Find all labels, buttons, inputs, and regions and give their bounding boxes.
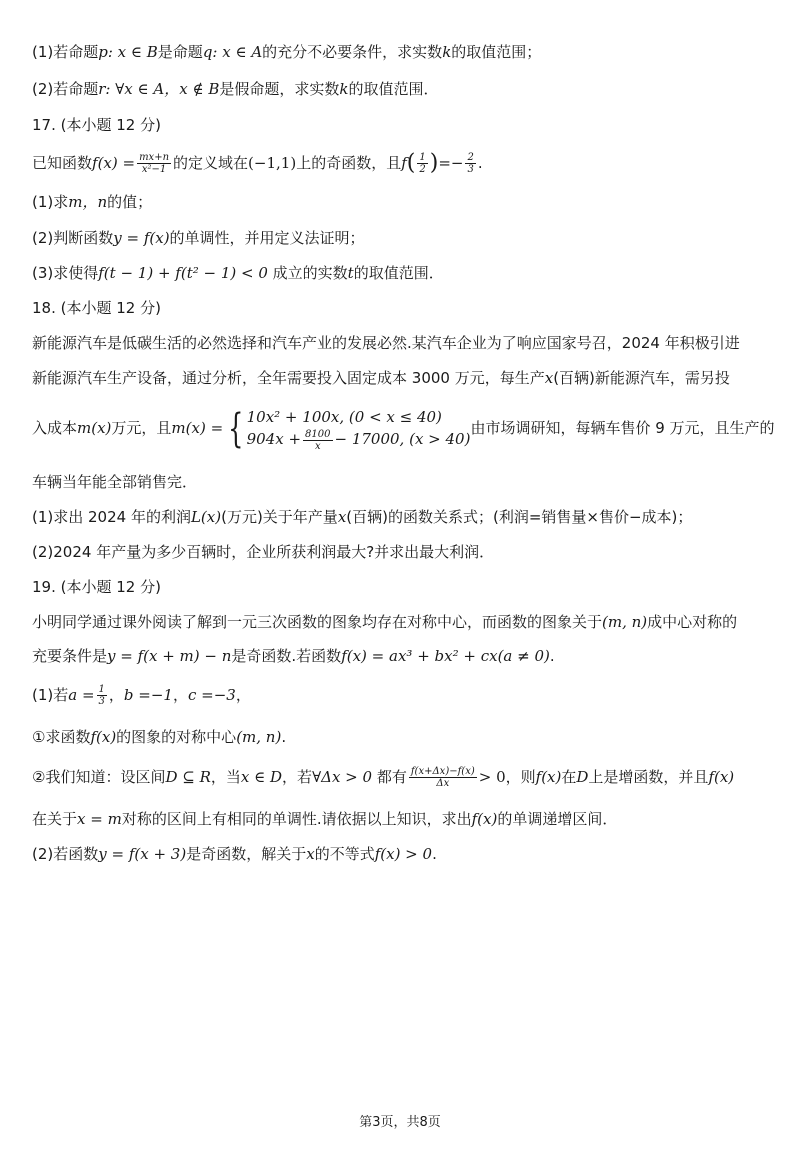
text: 的不等式 [314, 845, 375, 863]
math-mn: (m, n) [602, 613, 648, 631]
text: 已知函数 [32, 154, 93, 172]
q18-header: 18. (本小题 12 分) [32, 299, 161, 317]
text: (2)若命题 [32, 80, 99, 98]
text: 上的奇函数，且 [296, 154, 402, 172]
text: (百辆)的函数关系式；(利润=销售量×售价−成本)； [346, 508, 693, 526]
text: 在 [561, 768, 577, 786]
q19-text-2 [32, 646, 764, 666]
math-x: x ∈ D [240, 768, 283, 786]
q18-text-4: 车辆当年能全部销售完． [32, 473, 198, 491]
text: 小明同学通过课外阅读了解到一元三次函数的图象均存在对称中心，而函数的图象关于 [32, 613, 603, 631]
q18-text-3 [32, 400, 775, 457]
case-1: 10x² + 100x, (0 < x ≤ 40) [246, 408, 442, 427]
q16-part2 [32, 79, 764, 99]
math-ineq: f(x) > 0 [374, 845, 433, 863]
text: ，当 [210, 768, 241, 786]
q17-part1 [32, 192, 764, 212]
text: ，若 [282, 768, 313, 786]
math-k: k [442, 43, 452, 61]
math-a: a = [68, 686, 95, 704]
text: 的充分不必要条件，求实数 [262, 43, 443, 61]
math-xm: x = m [77, 810, 122, 828]
text: 的取值范围； [451, 43, 542, 61]
math-f: f [401, 154, 407, 172]
math-q: q: x ∈ A [202, 43, 263, 61]
text: 充要条件是 [32, 647, 108, 665]
numerator: mx+n [139, 152, 170, 163]
math-D: D ⊆ R [165, 768, 211, 786]
text: . [281, 728, 287, 746]
text: (2)判断函数 [32, 229, 114, 247]
text: (1)求 [32, 193, 69, 211]
math-mx: m(x) [77, 419, 112, 437]
denominator: x²−1 [141, 164, 167, 175]
q19-header: 19. (本小题 12 分) [32, 578, 161, 596]
text: 的单调递增区间． [497, 810, 618, 828]
text: 是命题 [157, 43, 203, 61]
math-x: x [337, 508, 347, 526]
text: − 17000, (x > 40) [334, 430, 471, 449]
math-fx: f(x) [708, 768, 735, 786]
q18-part1 [32, 507, 764, 527]
text: 是奇函数.若函数 [231, 647, 342, 665]
q17-intro [32, 150, 764, 177]
numerator: 2 [467, 152, 474, 163]
q18-text-1: 新能源汽车是低碳生活的必然选择和汽车产业的发展必然.某汽车企业为了响应国家号召，2024 年积极引进 [32, 334, 740, 352]
cases [247, 406, 471, 452]
text: 成中心对称的 [647, 613, 738, 631]
text: ， [108, 686, 124, 704]
text: 对称的区间上有相同的单调性.请依据以上知识，求出 [121, 810, 472, 828]
text: ， [235, 686, 251, 704]
page-footer: 第3页，共8页 [359, 1115, 441, 1130]
math-Lx: L(x) [190, 508, 222, 526]
q18-part2: (2)2024 年产量为多少百辆时，企业所获利润最大?并求出最大利润． [32, 543, 495, 561]
text: (1)若命题 [32, 43, 99, 61]
math-fx: f(x) [471, 810, 498, 828]
numerator: 1 [419, 152, 426, 163]
text: 上是增函数，并且 [588, 768, 709, 786]
text: 新能源汽车生产设备，通过分析，全年需要投入固定成本 3000 万元，每生产 [32, 369, 545, 387]
text: 成立的实数 [267, 264, 348, 282]
math-mn: m，n [68, 193, 108, 211]
denominator: x [314, 440, 321, 452]
q19-sub2-cont [32, 809, 764, 829]
math-y: y = f(x + m) − n [107, 647, 232, 665]
text: 是假命题，求实数 [219, 80, 340, 98]
text: 是奇函数，解关于 [186, 845, 307, 863]
numerator: 8100 [305, 428, 331, 440]
text: 的取值范围． [353, 264, 444, 282]
q19-sub2 [32, 764, 764, 790]
text: . [549, 647, 555, 665]
math-mn: (m, n) [236, 728, 282, 746]
text: (百辆)新能源汽车，需另投 [553, 369, 730, 387]
text: 904x + [246, 430, 302, 449]
paren-open: ( [406, 150, 416, 176]
text: 万元，且 [111, 419, 172, 437]
fraction-8100-x [303, 429, 332, 452]
text: ①求函数 [32, 728, 91, 746]
q17-part2 [32, 228, 764, 248]
text: 的图象的对称中心 [116, 728, 237, 746]
text: 都有 [372, 768, 407, 786]
text: 由市场调研知，每辆车售价 9 万元，且生产的 [470, 419, 775, 437]
math-p: p: x ∈ B [98, 43, 158, 61]
math-y: y = f(x + 3) [98, 845, 187, 863]
math-mx-def: m(x) = [171, 419, 224, 437]
math-y: y = f(x) [113, 229, 170, 247]
text: ，则 [505, 768, 536, 786]
text: ， [172, 686, 188, 704]
fraction-half [417, 152, 427, 175]
fraction-two-thirds [465, 152, 475, 175]
text: ②我们知道：设区间 [32, 768, 166, 786]
q19-part2 [32, 844, 764, 864]
math-fx: f(x) [90, 728, 117, 746]
text: . [432, 845, 437, 863]
numerator: 1 [98, 684, 105, 695]
q18-text-2 [32, 368, 764, 388]
case-2 [247, 428, 471, 452]
text: 入成本 [32, 419, 78, 437]
text: (1)求出 2024 年的利润 [32, 508, 191, 526]
math-gt: > 0 [478, 768, 506, 786]
math-dx: ∀Δx > 0 [312, 768, 373, 786]
brace: { [228, 406, 244, 452]
text: 的取值范围． [348, 80, 439, 98]
q19-text-1 [32, 612, 764, 632]
text: 的定义域在 [173, 154, 249, 172]
q19-part1 [32, 682, 764, 708]
math-x: x [306, 845, 315, 863]
math-k: k [339, 80, 349, 98]
q17-part3 [32, 263, 764, 283]
math-b: b =−1 [123, 686, 173, 704]
math-c: c =−3 [188, 686, 236, 704]
text: . [477, 154, 483, 172]
q19-sub1 [32, 727, 764, 747]
fraction-mx-n [137, 152, 171, 175]
text: (1)若 [32, 686, 69, 704]
denominator: 3 [98, 696, 105, 707]
text: (万元)关于年产量 [221, 508, 338, 526]
paren-close: ) [429, 150, 439, 176]
math-domain: (−1,1) [248, 154, 297, 172]
q17-header: 17. (本小题 12 分) [32, 116, 161, 134]
piecewise-function [223, 401, 470, 457]
text: (3)求使得 [32, 264, 99, 282]
numerator: f(x+Δx)−f(x) [410, 766, 475, 777]
fraction-difference-quotient [409, 766, 477, 789]
denominator: 2 [419, 164, 426, 175]
denominator: Δx [436, 778, 450, 789]
q16-part1 [32, 42, 764, 62]
text: 的值； [107, 193, 153, 211]
math-r: r: ∀x ∈ A，x ∉ B [98, 80, 220, 98]
denominator: 3 [467, 164, 474, 175]
math-fx-cubic: f(x) = ax³ + bx² + cx(a ≠ 0) [341, 647, 550, 665]
text: 在关于 [32, 810, 78, 828]
fraction-one-third [97, 684, 107, 707]
text: 的单调性，并用定义法证明； [169, 229, 365, 247]
math-t: t [347, 264, 354, 282]
math-fx: f(x) = [92, 154, 136, 172]
math-ineq: f(t − 1) + f(t² − 1) < 0 [98, 264, 268, 282]
math-D: D [576, 768, 589, 786]
math-eq: =− [438, 154, 464, 172]
math-x: x [544, 369, 554, 387]
text: (2)若函数 [32, 845, 99, 863]
math-fx: f(x) [535, 768, 562, 786]
